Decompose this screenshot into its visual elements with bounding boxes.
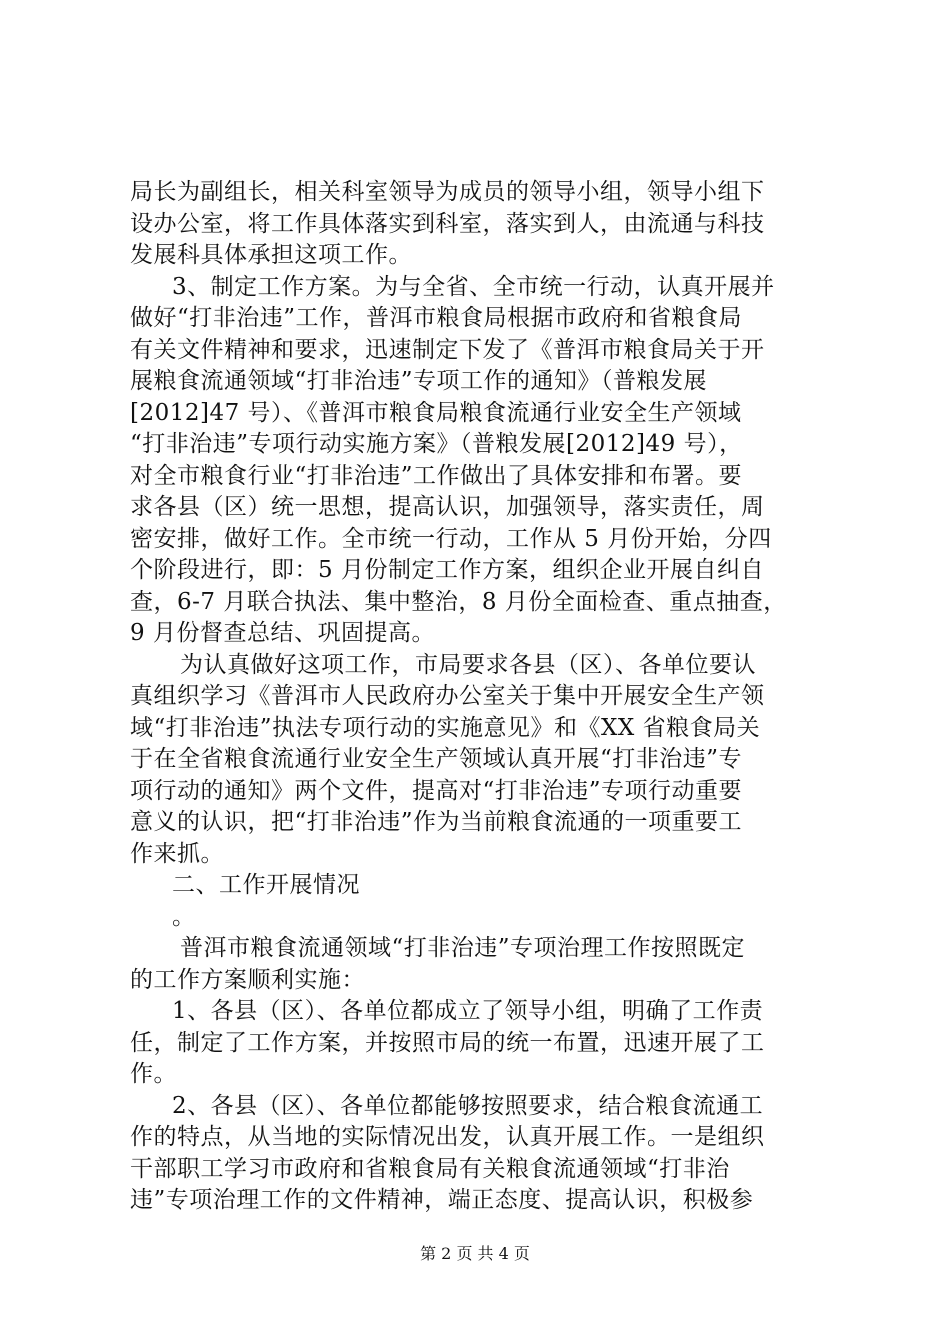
text-line: 个阶段进行，即：5 月份制定工作方案，组织企业开展自纠自 [130,557,764,583]
text-line: 1、各县（区）、各单位都成立了领导小组，明确了工作责 [172,998,764,1024]
text-line: 违”专项治理工作的文件精神，端正态度、提高认识，积极参 [130,1187,754,1213]
text-line: 项行动的通知》两个文件，提高对“打非治违”专项行动重要 [130,777,743,804]
text-line: “打非治违”专项行动实施方案》（普粮发展[2012]49 号）， [130,431,743,457]
text-line: 普洱市粮食流通领域“打非治违”专项治理工作按照既定 [180,935,746,961]
text-line: 3、制定工作方案。为与全省、全市统一行动，认真开展并 [172,273,775,300]
text-line: 干部职工学习市政府和省粮食局有关粮食流通领域“打非治 [130,1155,730,1182]
text-line: 作。 [130,1061,177,1087]
text-line: 。 [172,903,196,930]
text-line: 展粮食流通领域“打非治违”专项工作的通知》（普粮发展 [130,368,708,394]
text-line: 意义的认识，把“打非治违”作为当前粮食流通的一项重要工 [130,809,743,835]
text-line: 2、各县（区）、各单位都能够按照要求，结合粮食流通工 [172,1092,764,1119]
section-heading: 二、工作开展情况 [172,872,360,898]
text-line: [2012]47 号）、《普洱市粮食局粮食流通行业安全生产领域 [130,399,742,426]
text-line: 作的特点，从当地的实际情况出发，认真开展工作。一是组织 [130,1124,765,1150]
text-line: 域“打非治违”执法专项行动的实施意见》和《XX 省粮食局关 [130,714,761,741]
text-line: 查，6-7 月联合执法、集中整治，8 月份全面检查、重点抽查， [130,588,787,615]
text-line: 密安排，做好工作。全市统一行动，工作从 5 月份开始，分四 [130,525,772,552]
text-line: 发展科具体承担这项工作。 [130,242,412,268]
text-line: 的工作方案顺利实施： [130,966,365,993]
text-line: 为认真做好这项工作，市局要求各县（区）、各单位要认 [180,651,756,678]
text-line: 于在全省粮食流通行业安全生产领域认真开展“打非治违”专 [130,746,743,772]
text-line: 对全市粮食行业“打非治违”工作做出了具体安排和布署。要 [130,462,743,489]
text-line: 有关文件精神和要求，迅速制定下发了《普洱市粮食局关于开 [130,336,765,363]
page-footer: 第 2 页 共 4 页 [420,1244,530,1263]
text-line: 9 月份督查总结、巩固提高。 [130,620,435,646]
text-line: 真组织学习《普洱市人民政府办公室关于集中开展安全生产领 [130,683,765,709]
text-line: 做好“打非治违”工作，普洱市粮食局根据市政府和省粮食局 [130,305,743,331]
text-line: 设办公室，将工作具体落实到科室，落实到人，由流通与科技 [130,210,765,237]
text-line: 局长为副组长，相关科室领导为成员的领导小组，领导小组下 [130,179,765,205]
text-line: 作来抓。 [130,840,224,867]
text-line: 任，制定了工作方案，并按照市局的统一布置，迅速开展了工 [130,1029,765,1056]
text-line: 求各县（区）统一思想，提高认识，加强领导，落实责任，周 [130,494,765,520]
